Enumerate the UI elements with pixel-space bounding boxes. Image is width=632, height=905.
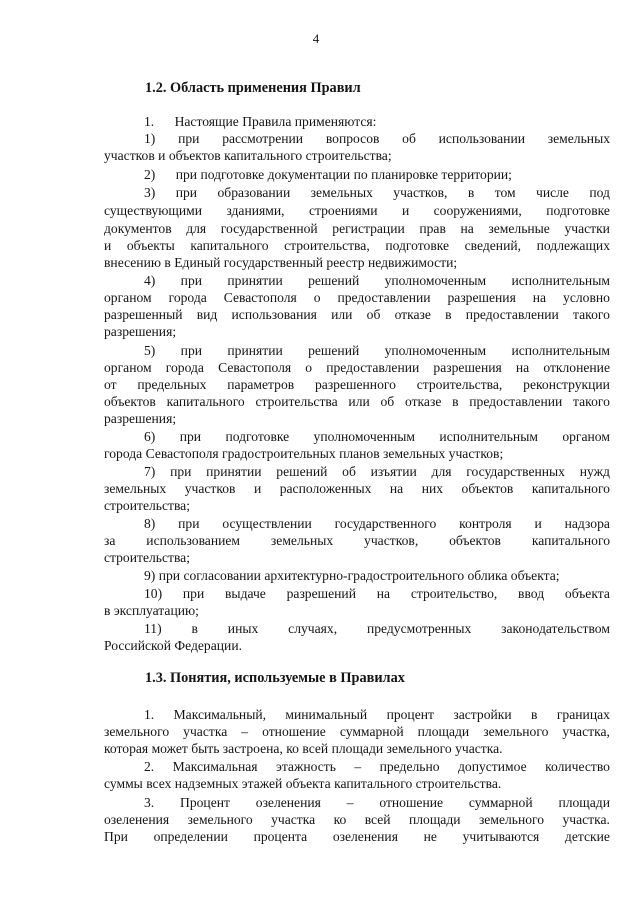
section-1-3-text-line: 3. Процент озеленения – отношение суммарной площади — [144, 795, 610, 810]
section-1-2-text-line: и объекты капитального строительства, подготовке сведений, подлежащих — [104, 238, 610, 253]
section-1-2-text-line: 11) в иных случаях, предусмотренных законодательством — [144, 621, 610, 636]
section-1-2-text-line: разрешения; — [104, 411, 177, 426]
section-1-3-text-line: земельного участка – отношение суммарной площади земельного участка, — [104, 724, 610, 739]
section-1-2-text-line: объектов капитального строительства или об отказе в предоставлении такого — [104, 394, 610, 409]
section-1-2-text-line: города Севастополя градостроительных планов земельных участков; — [104, 446, 504, 461]
section-1-2-text-line: документов для государственной регистрации прав на земельные участки — [104, 221, 610, 236]
section-1-3-text-line: которая может быть застроена, ко всей площади земельного участка. — [104, 741, 503, 756]
section-1-2-text-line: 8) при осуществлении государственного контроля и надзора — [144, 516, 610, 531]
section-1-2-text-line: 1. Настоящие Правила применяются: — [144, 114, 377, 129]
section-1-2-text-line: 1) при рассмотрении вопросов об использовании земельных — [144, 131, 610, 146]
section-1-2-text-line: за использованием земельных участков, объектов капитального — [104, 533, 610, 548]
section-1-2-text-line: строительства; — [104, 550, 190, 565]
section-1-2-text-line: органом города Севастополя о предоставлении разрешения на отклонение — [104, 360, 610, 375]
section-1-2-text-line: 9) при согласовании архитектурно-градостроительного облика объекта; — [144, 568, 560, 583]
section-1-2-text-line: 6) при подготовке уполномоченным исполнительным органом — [144, 429, 610, 444]
section-1-3-text-line: суммы всех надземных этажей объекта капитального строительства. — [104, 776, 502, 791]
section-1-2-text-line: органом города Севастополя о предоставлении разрешения на условно — [104, 290, 610, 305]
section-1-2-text-line: 10) при выдаче разрешений на строительство, ввод объекта — [144, 586, 610, 601]
section-1-2-text-line: Российской Федерации. — [104, 638, 242, 653]
section-1-2-text-line: земельных участков и расположенных на них объектов капитального — [104, 481, 610, 496]
section-1-2-text-line: в эксплуатацию; — [104, 603, 199, 618]
section-1-2-text-line: строительства; — [104, 498, 190, 513]
section-1-2-text-line: разрешенный вид использования или об отказе в предоставлении такого — [104, 307, 610, 322]
section-1-2-text-line: существующими зданиями, строениями и сооружениями, подготовке — [104, 203, 610, 218]
section-1-3-heading: 1.3. Понятия, используемые в Правилах — [145, 670, 405, 686]
section-1-2-text-line: 4) при принятии решений уполномоченным исполнительным — [144, 273, 610, 288]
section-1-2-text-line: 7) при принятии решений об изъятии для государственных нужд — [144, 464, 610, 479]
section-1-3-text-line: 1. Максимальный, минимальный процент застройки в границах — [144, 707, 610, 722]
page-number: 4 — [312, 31, 320, 46]
section-1-2-heading: 1.2. Область применения Правил — [145, 80, 361, 96]
section-1-2-text-line: 3) при образовании земельных участков, в том числе под — [144, 185, 610, 200]
section-1-2-text-line: внесению в Единый государственный реестр недвижимости; — [104, 255, 458, 270]
section-1-2-text-line: участков и объектов капитального строительства; — [104, 148, 392, 163]
section-1-2-text-line: 2) при подготовке документации по планировке территории; — [144, 167, 512, 182]
section-1-3-text-line: При определении процента озеленения не учитываются детские — [104, 829, 610, 844]
section-1-3-text-line: озеленения земельного участка ко всей площади земельного участка. — [104, 812, 610, 827]
section-1-2-text-line: от предельных параметров разрешенного строительства, реконструкции — [104, 377, 610, 392]
section-1-3-text-line: 2. Максимальная этажность – предельно допустимое количество — [144, 759, 610, 774]
section-1-2-text-line: разрешения; — [104, 324, 177, 339]
section-1-2-text-line: 5) при принятии решений уполномоченным исполнительным — [144, 343, 610, 358]
